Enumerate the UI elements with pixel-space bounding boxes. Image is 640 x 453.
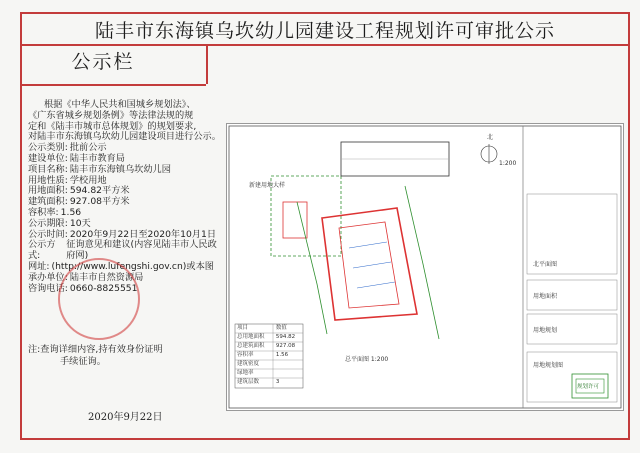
table-cell: 数值	[275, 325, 287, 331]
panel-title: 公示栏	[71, 51, 135, 73]
table-row	[235, 378, 303, 387]
notice-field-value: 陆丰市自然资源局	[69, 271, 144, 283]
notice-field-label: 咨询电话:	[28, 282, 68, 294]
site-data-table	[235, 324, 303, 387]
notice-note	[28, 344, 228, 368]
table-cell: 594.82	[275, 334, 296, 340]
table-cell: 总建筑面积	[237, 343, 265, 349]
table-cell	[274, 360, 303, 369]
notice-field-value: 594.82平方米	[69, 185, 130, 197]
notice-field-value: 10天	[69, 217, 91, 229]
right-title-2: 用地面积	[533, 293, 558, 300]
notice-field	[28, 219, 223, 230]
notice-field-value: 批前公示	[69, 142, 107, 154]
table-cell: 绿地率	[237, 370, 254, 376]
notice-field-label: 项目名称:	[28, 163, 68, 175]
note-line: 手续征询。	[60, 356, 106, 367]
intro-line: 根据《中华人民共和国城乡规划法》、	[44, 99, 196, 110]
table-cell: 3	[275, 379, 280, 385]
notice-field-label: 公示方式:	[28, 239, 56, 262]
intro-line: 对陆丰市东海镇乌坎幼儿园建设项目进行公示。	[28, 131, 221, 143]
notice-field-value: 陆丰市教育局	[69, 152, 125, 164]
right-title-1: 北平面图	[533, 261, 558, 268]
stamp-text: 规划许可	[577, 384, 600, 390]
table-row	[235, 351, 303, 360]
right-block: 用地规划	[533, 327, 558, 334]
notice-field-label: 建筑面积:	[28, 196, 68, 208]
notice-field-value: (http://www.lufengshi.gov.cn)或本图	[51, 260, 214, 272]
intro-line: 《广东省城乡规划条例》等法律法规的规	[28, 109, 194, 121]
table-cell: 1.56	[275, 352, 289, 358]
notice-field-label: 容积率:	[28, 206, 59, 218]
notice-field-value: 学校用地	[69, 174, 107, 186]
table-cell: 建筑密度	[237, 361, 260, 367]
table-cell: 容积率	[237, 352, 254, 358]
plan-scale-label: 总平面图 1:200	[345, 356, 389, 363]
panel-title-divider	[20, 84, 206, 86]
intro-line: 定和《陆丰市城市总体规划》的规划要求,	[28, 120, 197, 132]
notice-field-label: 网址:	[28, 260, 50, 272]
right-block-2: 用地规划图	[533, 362, 564, 369]
notice-field-label: 建设单位:	[28, 152, 68, 164]
notice-field-label: 用地性质:	[28, 174, 68, 186]
notice-field-label: 公示期限:	[28, 217, 68, 229]
notice-field-value: 征询意见和建议(内容见陆丰市人民政府网)	[66, 239, 217, 262]
table-cell: 建筑层数	[237, 379, 260, 385]
table-row	[235, 342, 303, 351]
notice-field-label: 公示类别:	[28, 142, 68, 154]
notice-field-label: 承办单位:	[28, 271, 68, 283]
table-row	[235, 369, 303, 378]
notice-text	[28, 100, 223, 294]
note-line: 注:查询详细内容,持有效身份证明	[28, 344, 163, 355]
notice-field-label: 用地面积:	[28, 185, 68, 197]
scale-label: 1:200	[499, 160, 517, 167]
notice-field-label: 公示时间:	[28, 228, 68, 240]
north-arrow-label: 北	[487, 134, 494, 141]
notice-field-value: 2020年9月22日至2020年10月1日	[69, 228, 217, 240]
publish-date: 2020年9月22日	[88, 412, 163, 423]
table-row	[235, 324, 303, 333]
notice-field	[28, 165, 223, 176]
notice-field-value: 陆丰市东海镇乌坎幼儿园	[69, 163, 171, 175]
table-row	[235, 360, 303, 369]
notice-field-value: 1.56	[60, 206, 82, 218]
official-seal	[58, 258, 140, 340]
notice-field-value: 0660-8825551	[69, 282, 138, 294]
table-cell: 927.08	[275, 343, 296, 349]
panel-title-vdivider	[206, 44, 208, 84]
site-plan-drawing	[226, 123, 624, 411]
title-divider	[20, 44, 630, 46]
page-title: 陆丰市东海镇乌坎幼儿园建设工程规划许可审批公示	[94, 20, 555, 42]
table-cell	[274, 369, 303, 378]
inset-label: 新建用地大样	[249, 182, 286, 189]
notice-field	[28, 240, 223, 262]
table-cell: 总用地面积	[237, 334, 265, 340]
table-cell: 项目	[237, 325, 249, 331]
notice-field-value: 927.08平方米	[69, 196, 130, 208]
table-row	[235, 333, 303, 342]
